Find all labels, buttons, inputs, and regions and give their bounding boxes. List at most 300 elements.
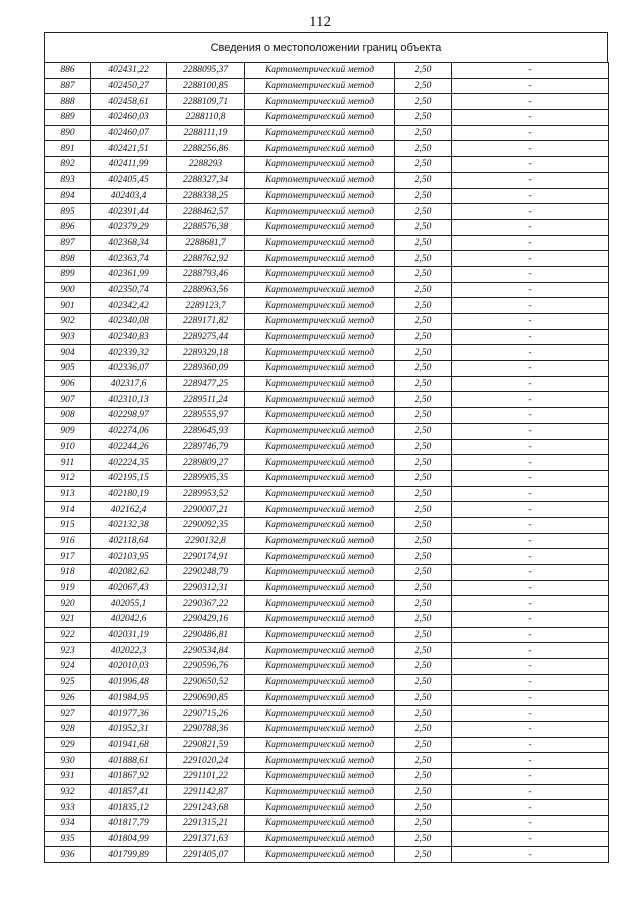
method-cell: Картометрический метод	[245, 125, 395, 141]
method-cell: Картометрический метод	[245, 721, 395, 737]
table-row	[45, 392, 609, 408]
y-coordinate-cell: 2290132,8	[167, 533, 245, 549]
x-coordinate-cell: 402460,03	[91, 110, 167, 126]
method-cell: Картометрический метод	[245, 580, 395, 596]
table-row	[45, 141, 609, 157]
accuracy-cell: 2,50	[395, 188, 452, 204]
y-coordinate-cell: 2290650,52	[167, 674, 245, 690]
y-coordinate-cell: 2290788,36	[167, 721, 245, 737]
method-cell: Картометрический метод	[245, 282, 395, 298]
method-cell: Картометрический метод	[245, 831, 395, 847]
y-coordinate-cell: 2289746,79	[167, 439, 245, 455]
point-number-cell: 897	[45, 235, 91, 251]
description-cell: -	[452, 141, 609, 157]
y-coordinate-cell: 2291101,22	[167, 768, 245, 784]
method-cell: Картометрический метод	[245, 188, 395, 204]
x-coordinate-cell: 402162,4	[91, 502, 167, 518]
y-coordinate-cell: 2288762,92	[167, 251, 245, 267]
accuracy-cell: 2,50	[395, 753, 452, 769]
table-row	[45, 298, 609, 314]
y-coordinate-cell: 2290429,16	[167, 612, 245, 628]
accuracy-cell: 2,50	[395, 282, 452, 298]
description-cell: -	[452, 517, 609, 533]
method-cell: Картометрический метод	[245, 345, 395, 361]
x-coordinate-cell: 402340,08	[91, 314, 167, 330]
x-coordinate-cell: 402274,06	[91, 423, 167, 439]
description-cell: -	[452, 612, 609, 628]
point-number-cell: 932	[45, 784, 91, 800]
y-coordinate-cell: 2290367,22	[167, 596, 245, 612]
method-cell: Картометрический метод	[245, 784, 395, 800]
y-coordinate-cell: 2288095,37	[167, 63, 245, 79]
description-cell: -	[452, 329, 609, 345]
description-cell: -	[452, 204, 609, 220]
accuracy-cell: 2,50	[395, 423, 452, 439]
point-number-cell: 907	[45, 392, 91, 408]
table-row	[45, 596, 609, 612]
y-coordinate-cell: 2290174,91	[167, 549, 245, 565]
y-coordinate-cell: 2290312,31	[167, 580, 245, 596]
accuracy-cell: 2,50	[395, 345, 452, 361]
table-row	[45, 816, 609, 832]
y-coordinate-cell: 2290486,81	[167, 627, 245, 643]
accuracy-cell: 2,50	[395, 329, 452, 345]
accuracy-cell: 2,50	[395, 517, 452, 533]
y-coordinate-cell: 2289511,24	[167, 392, 245, 408]
accuracy-cell: 2,50	[395, 204, 452, 220]
y-coordinate-cell: 2291142,87	[167, 784, 245, 800]
accuracy-cell: 2,50	[395, 408, 452, 424]
point-number-cell: 929	[45, 737, 91, 753]
description-cell: -	[452, 345, 609, 361]
accuracy-cell: 2,50	[395, 392, 452, 408]
point-number-cell: 901	[45, 298, 91, 314]
description-cell: -	[452, 219, 609, 235]
table-row	[45, 282, 609, 298]
point-number-cell: 889	[45, 110, 91, 126]
table-row	[45, 423, 609, 439]
y-coordinate-cell: 2289953,52	[167, 486, 245, 502]
accuracy-cell: 2,50	[395, 376, 452, 392]
description-cell: -	[452, 94, 609, 110]
accuracy-cell: 2,50	[395, 831, 452, 847]
y-coordinate-cell: 2289477,25	[167, 376, 245, 392]
table-row	[45, 549, 609, 565]
y-coordinate-cell: 2288338,25	[167, 188, 245, 204]
x-coordinate-cell: 402405,45	[91, 172, 167, 188]
description-cell: -	[452, 157, 609, 173]
method-cell: Картометрический метод	[245, 172, 395, 188]
y-coordinate-cell: 2289809,27	[167, 455, 245, 471]
method-cell: Картометрический метод	[245, 690, 395, 706]
table-row	[45, 94, 609, 110]
description-cell: -	[452, 266, 609, 282]
y-coordinate-cell: 2288327,34	[167, 172, 245, 188]
accuracy-cell: 2,50	[395, 235, 452, 251]
y-coordinate-cell: 2288293	[167, 157, 245, 173]
point-number-cell: 927	[45, 706, 91, 722]
table-row	[45, 690, 609, 706]
point-number-cell: 892	[45, 157, 91, 173]
point-number-cell: 931	[45, 768, 91, 784]
table-row	[45, 219, 609, 235]
y-coordinate-cell: 2289329,18	[167, 345, 245, 361]
x-coordinate-cell: 402082,62	[91, 565, 167, 581]
y-coordinate-cell: 2290715,26	[167, 706, 245, 722]
point-number-cell: 920	[45, 596, 91, 612]
point-number-cell: 925	[45, 674, 91, 690]
method-cell: Картометрический метод	[245, 251, 395, 267]
point-number-cell: 930	[45, 753, 91, 769]
x-coordinate-cell: 402391,44	[91, 204, 167, 220]
y-coordinate-cell: 2291371,63	[167, 831, 245, 847]
y-coordinate-cell: 2288111,19	[167, 125, 245, 141]
method-cell: Картометрический метод	[245, 816, 395, 832]
accuracy-cell: 2,50	[395, 141, 452, 157]
description-cell: -	[452, 314, 609, 330]
method-cell: Картометрический метод	[245, 361, 395, 377]
description-cell: -	[452, 643, 609, 659]
boundary-table-sheet	[44, 32, 608, 863]
x-coordinate-cell: 401867,92	[91, 768, 167, 784]
table-row	[45, 408, 609, 424]
x-coordinate-cell: 402055,1	[91, 596, 167, 612]
coordinates-table-body	[45, 63, 609, 863]
x-coordinate-cell: 402067,43	[91, 580, 167, 596]
y-coordinate-cell: 2289645,93	[167, 423, 245, 439]
x-coordinate-cell: 402431,22	[91, 63, 167, 79]
x-coordinate-cell: 402244,26	[91, 439, 167, 455]
point-number-cell: 896	[45, 219, 91, 235]
table-row	[45, 643, 609, 659]
x-coordinate-cell: 402458,61	[91, 94, 167, 110]
method-cell: Картометрический метод	[245, 847, 395, 863]
x-coordinate-cell: 402379,29	[91, 219, 167, 235]
table-row	[45, 125, 609, 141]
accuracy-cell: 2,50	[395, 157, 452, 173]
method-cell: Картометрический метод	[245, 408, 395, 424]
point-number-cell: 891	[45, 141, 91, 157]
description-cell: -	[452, 376, 609, 392]
table-row	[45, 455, 609, 471]
method-cell: Картометрический метод	[245, 753, 395, 769]
point-number-cell: 900	[45, 282, 91, 298]
accuracy-cell: 2,50	[395, 63, 452, 79]
description-cell: -	[452, 816, 609, 832]
method-cell: Картометрический метод	[245, 219, 395, 235]
table-row	[45, 172, 609, 188]
description-cell: -	[452, 659, 609, 675]
method-cell: Картометрический метод	[245, 78, 395, 94]
table-row	[45, 157, 609, 173]
point-number-cell: 916	[45, 533, 91, 549]
description-cell: -	[452, 172, 609, 188]
x-coordinate-cell: 402042,6	[91, 612, 167, 628]
point-number-cell: 914	[45, 502, 91, 518]
method-cell: Картометрический метод	[245, 204, 395, 220]
table-row	[45, 188, 609, 204]
table-row	[45, 659, 609, 675]
description-cell: -	[452, 565, 609, 581]
accuracy-cell: 2,50	[395, 486, 452, 502]
table-row	[45, 502, 609, 518]
y-coordinate-cell: 2291020,24	[167, 753, 245, 769]
table-title: Сведения о местоположении границ объекта	[44, 32, 608, 62]
method-cell: Картометрический метод	[245, 266, 395, 282]
y-coordinate-cell: 2288462,57	[167, 204, 245, 220]
table-row	[45, 266, 609, 282]
y-coordinate-cell: 2288100,85	[167, 78, 245, 94]
description-cell: -	[452, 188, 609, 204]
point-number-cell: 926	[45, 690, 91, 706]
point-number-cell: 933	[45, 800, 91, 816]
y-coordinate-cell: 2290596,76	[167, 659, 245, 675]
y-coordinate-cell: 2288110,8	[167, 110, 245, 126]
description-cell: -	[452, 549, 609, 565]
description-cell: -	[452, 282, 609, 298]
description-cell: -	[452, 361, 609, 377]
description-cell: -	[452, 627, 609, 643]
table-row	[45, 768, 609, 784]
method-cell: Картометрический метод	[245, 533, 395, 549]
description-cell: -	[452, 298, 609, 314]
x-coordinate-cell: 401817,79	[91, 816, 167, 832]
accuracy-cell: 2,50	[395, 690, 452, 706]
x-coordinate-cell: 401804,99	[91, 831, 167, 847]
x-coordinate-cell: 402450,27	[91, 78, 167, 94]
x-coordinate-cell: 401984,95	[91, 690, 167, 706]
table-row	[45, 580, 609, 596]
x-coordinate-cell: 401888,61	[91, 753, 167, 769]
table-row	[45, 612, 609, 628]
x-coordinate-cell: 402361,99	[91, 266, 167, 282]
y-coordinate-cell: 2290821,59	[167, 737, 245, 753]
accuracy-cell: 2,50	[395, 627, 452, 643]
point-number-cell: 895	[45, 204, 91, 220]
point-number-cell: 921	[45, 612, 91, 628]
x-coordinate-cell: 401835,12	[91, 800, 167, 816]
table-row	[45, 784, 609, 800]
x-coordinate-cell: 402224,35	[91, 455, 167, 471]
method-cell: Картометрический метод	[245, 63, 395, 79]
table-row	[45, 470, 609, 486]
description-cell: -	[452, 63, 609, 79]
y-coordinate-cell: 2290248,79	[167, 565, 245, 581]
accuracy-cell: 2,50	[395, 125, 452, 141]
table-row	[45, 110, 609, 126]
y-coordinate-cell: 2289905,35	[167, 470, 245, 486]
point-number-cell: 902	[45, 314, 91, 330]
accuracy-cell: 2,50	[395, 659, 452, 675]
accuracy-cell: 2,50	[395, 737, 452, 753]
table-row	[45, 486, 609, 502]
x-coordinate-cell: 402421,51	[91, 141, 167, 157]
method-cell: Картометрический метод	[245, 517, 395, 533]
method-cell: Картометрический метод	[245, 298, 395, 314]
description-cell: -	[452, 423, 609, 439]
table-row	[45, 314, 609, 330]
accuracy-cell: 2,50	[395, 361, 452, 377]
table-row	[45, 376, 609, 392]
method-cell: Картометрический метод	[245, 612, 395, 628]
y-coordinate-cell: 2290007,21	[167, 502, 245, 518]
method-cell: Картометрический метод	[245, 141, 395, 157]
method-cell: Картометрический метод	[245, 329, 395, 345]
point-number-cell: 894	[45, 188, 91, 204]
table-row	[45, 361, 609, 377]
table-row	[45, 706, 609, 722]
point-number-cell: 935	[45, 831, 91, 847]
description-cell: -	[452, 533, 609, 549]
accuracy-cell: 2,50	[395, 94, 452, 110]
point-number-cell: 908	[45, 408, 91, 424]
description-cell: -	[452, 235, 609, 251]
description-cell: -	[452, 768, 609, 784]
method-cell: Картометрический метод	[245, 376, 395, 392]
x-coordinate-cell: 402339,32	[91, 345, 167, 361]
description-cell: -	[452, 486, 609, 502]
method-cell: Картометрический метод	[245, 659, 395, 675]
x-coordinate-cell: 402340,83	[91, 329, 167, 345]
point-number-cell: 899	[45, 266, 91, 282]
method-cell: Картометрический метод	[245, 157, 395, 173]
accuracy-cell: 2,50	[395, 110, 452, 126]
y-coordinate-cell: 2288576,38	[167, 219, 245, 235]
description-cell: -	[452, 455, 609, 471]
accuracy-cell: 2,50	[395, 706, 452, 722]
y-coordinate-cell: 2289555,97	[167, 408, 245, 424]
accuracy-cell: 2,50	[395, 800, 452, 816]
point-number-cell: 910	[45, 439, 91, 455]
point-number-cell: 934	[45, 816, 91, 832]
y-coordinate-cell: 2290534,84	[167, 643, 245, 659]
x-coordinate-cell: 402342,42	[91, 298, 167, 314]
accuracy-cell: 2,50	[395, 78, 452, 94]
accuracy-cell: 2,50	[395, 580, 452, 596]
y-coordinate-cell: 2290690,85	[167, 690, 245, 706]
table-row	[45, 674, 609, 690]
description-cell: -	[452, 847, 609, 863]
table-row	[45, 565, 609, 581]
method-cell: Картометрический метод	[245, 737, 395, 753]
x-coordinate-cell: 402195,15	[91, 470, 167, 486]
point-number-cell: 923	[45, 643, 91, 659]
x-coordinate-cell: 402363,74	[91, 251, 167, 267]
method-cell: Картометрический метод	[245, 674, 395, 690]
method-cell: Картометрический метод	[245, 643, 395, 659]
accuracy-cell: 2,50	[395, 502, 452, 518]
point-number-cell: 888	[45, 94, 91, 110]
method-cell: Картометрический метод	[245, 549, 395, 565]
point-number-cell: 903	[45, 329, 91, 345]
accuracy-cell: 2,50	[395, 266, 452, 282]
point-number-cell: 913	[45, 486, 91, 502]
point-number-cell: 919	[45, 580, 91, 596]
y-coordinate-cell: 2288681,7	[167, 235, 245, 251]
x-coordinate-cell: 401799,89	[91, 847, 167, 863]
accuracy-cell: 2,50	[395, 612, 452, 628]
description-cell: -	[452, 753, 609, 769]
y-coordinate-cell: 2288256,86	[167, 141, 245, 157]
x-coordinate-cell: 402336,07	[91, 361, 167, 377]
description-cell: -	[452, 721, 609, 737]
x-coordinate-cell: 402368,34	[91, 235, 167, 251]
x-coordinate-cell: 402022,3	[91, 643, 167, 659]
method-cell: Картометрический метод	[245, 94, 395, 110]
point-number-cell: 936	[45, 847, 91, 863]
description-cell: -	[452, 125, 609, 141]
description-cell: -	[452, 831, 609, 847]
description-cell: -	[452, 784, 609, 800]
table-row	[45, 737, 609, 753]
accuracy-cell: 2,50	[395, 172, 452, 188]
table-row	[45, 517, 609, 533]
y-coordinate-cell: 2288793,46	[167, 266, 245, 282]
y-coordinate-cell: 2291243,68	[167, 800, 245, 816]
accuracy-cell: 2,50	[395, 784, 452, 800]
x-coordinate-cell: 402460,07	[91, 125, 167, 141]
accuracy-cell: 2,50	[395, 596, 452, 612]
table-row	[45, 235, 609, 251]
accuracy-cell: 2,50	[395, 533, 452, 549]
coordinates-table	[44, 62, 609, 863]
y-coordinate-cell: 2288963,56	[167, 282, 245, 298]
table-row	[45, 533, 609, 549]
accuracy-cell: 2,50	[395, 439, 452, 455]
description-cell: -	[452, 439, 609, 455]
table-row	[45, 78, 609, 94]
x-coordinate-cell: 402310,13	[91, 392, 167, 408]
x-coordinate-cell: 401977,36	[91, 706, 167, 722]
method-cell: Картометрический метод	[245, 596, 395, 612]
description-cell: -	[452, 706, 609, 722]
point-number-cell: 918	[45, 565, 91, 581]
x-coordinate-cell: 402103,95	[91, 549, 167, 565]
method-cell: Картометрический метод	[245, 392, 395, 408]
point-number-cell: 906	[45, 376, 91, 392]
table-row	[45, 847, 609, 863]
table-row	[45, 63, 609, 79]
point-number-cell: 911	[45, 455, 91, 471]
accuracy-cell: 2,50	[395, 470, 452, 486]
x-coordinate-cell: 401857,41	[91, 784, 167, 800]
accuracy-cell: 2,50	[395, 565, 452, 581]
accuracy-cell: 2,50	[395, 455, 452, 471]
method-cell: Картометрический метод	[245, 565, 395, 581]
point-number-cell: 898	[45, 251, 91, 267]
method-cell: Картометрический метод	[245, 706, 395, 722]
accuracy-cell: 2,50	[395, 721, 452, 737]
description-cell: -	[452, 110, 609, 126]
method-cell: Картометрический метод	[245, 314, 395, 330]
method-cell: Картометрический метод	[245, 470, 395, 486]
description-cell: -	[452, 690, 609, 706]
description-cell: -	[452, 251, 609, 267]
accuracy-cell: 2,50	[395, 768, 452, 784]
point-number-cell: 924	[45, 659, 91, 675]
accuracy-cell: 2,50	[395, 251, 452, 267]
description-cell: -	[452, 800, 609, 816]
accuracy-cell: 2,50	[395, 314, 452, 330]
description-cell: -	[452, 737, 609, 753]
x-coordinate-cell: 402180,19	[91, 486, 167, 502]
method-cell: Картометрический метод	[245, 768, 395, 784]
y-coordinate-cell: 2289360,09	[167, 361, 245, 377]
x-coordinate-cell: 402317,6	[91, 376, 167, 392]
point-number-cell: 917	[45, 549, 91, 565]
table-row	[45, 753, 609, 769]
description-cell: -	[452, 392, 609, 408]
